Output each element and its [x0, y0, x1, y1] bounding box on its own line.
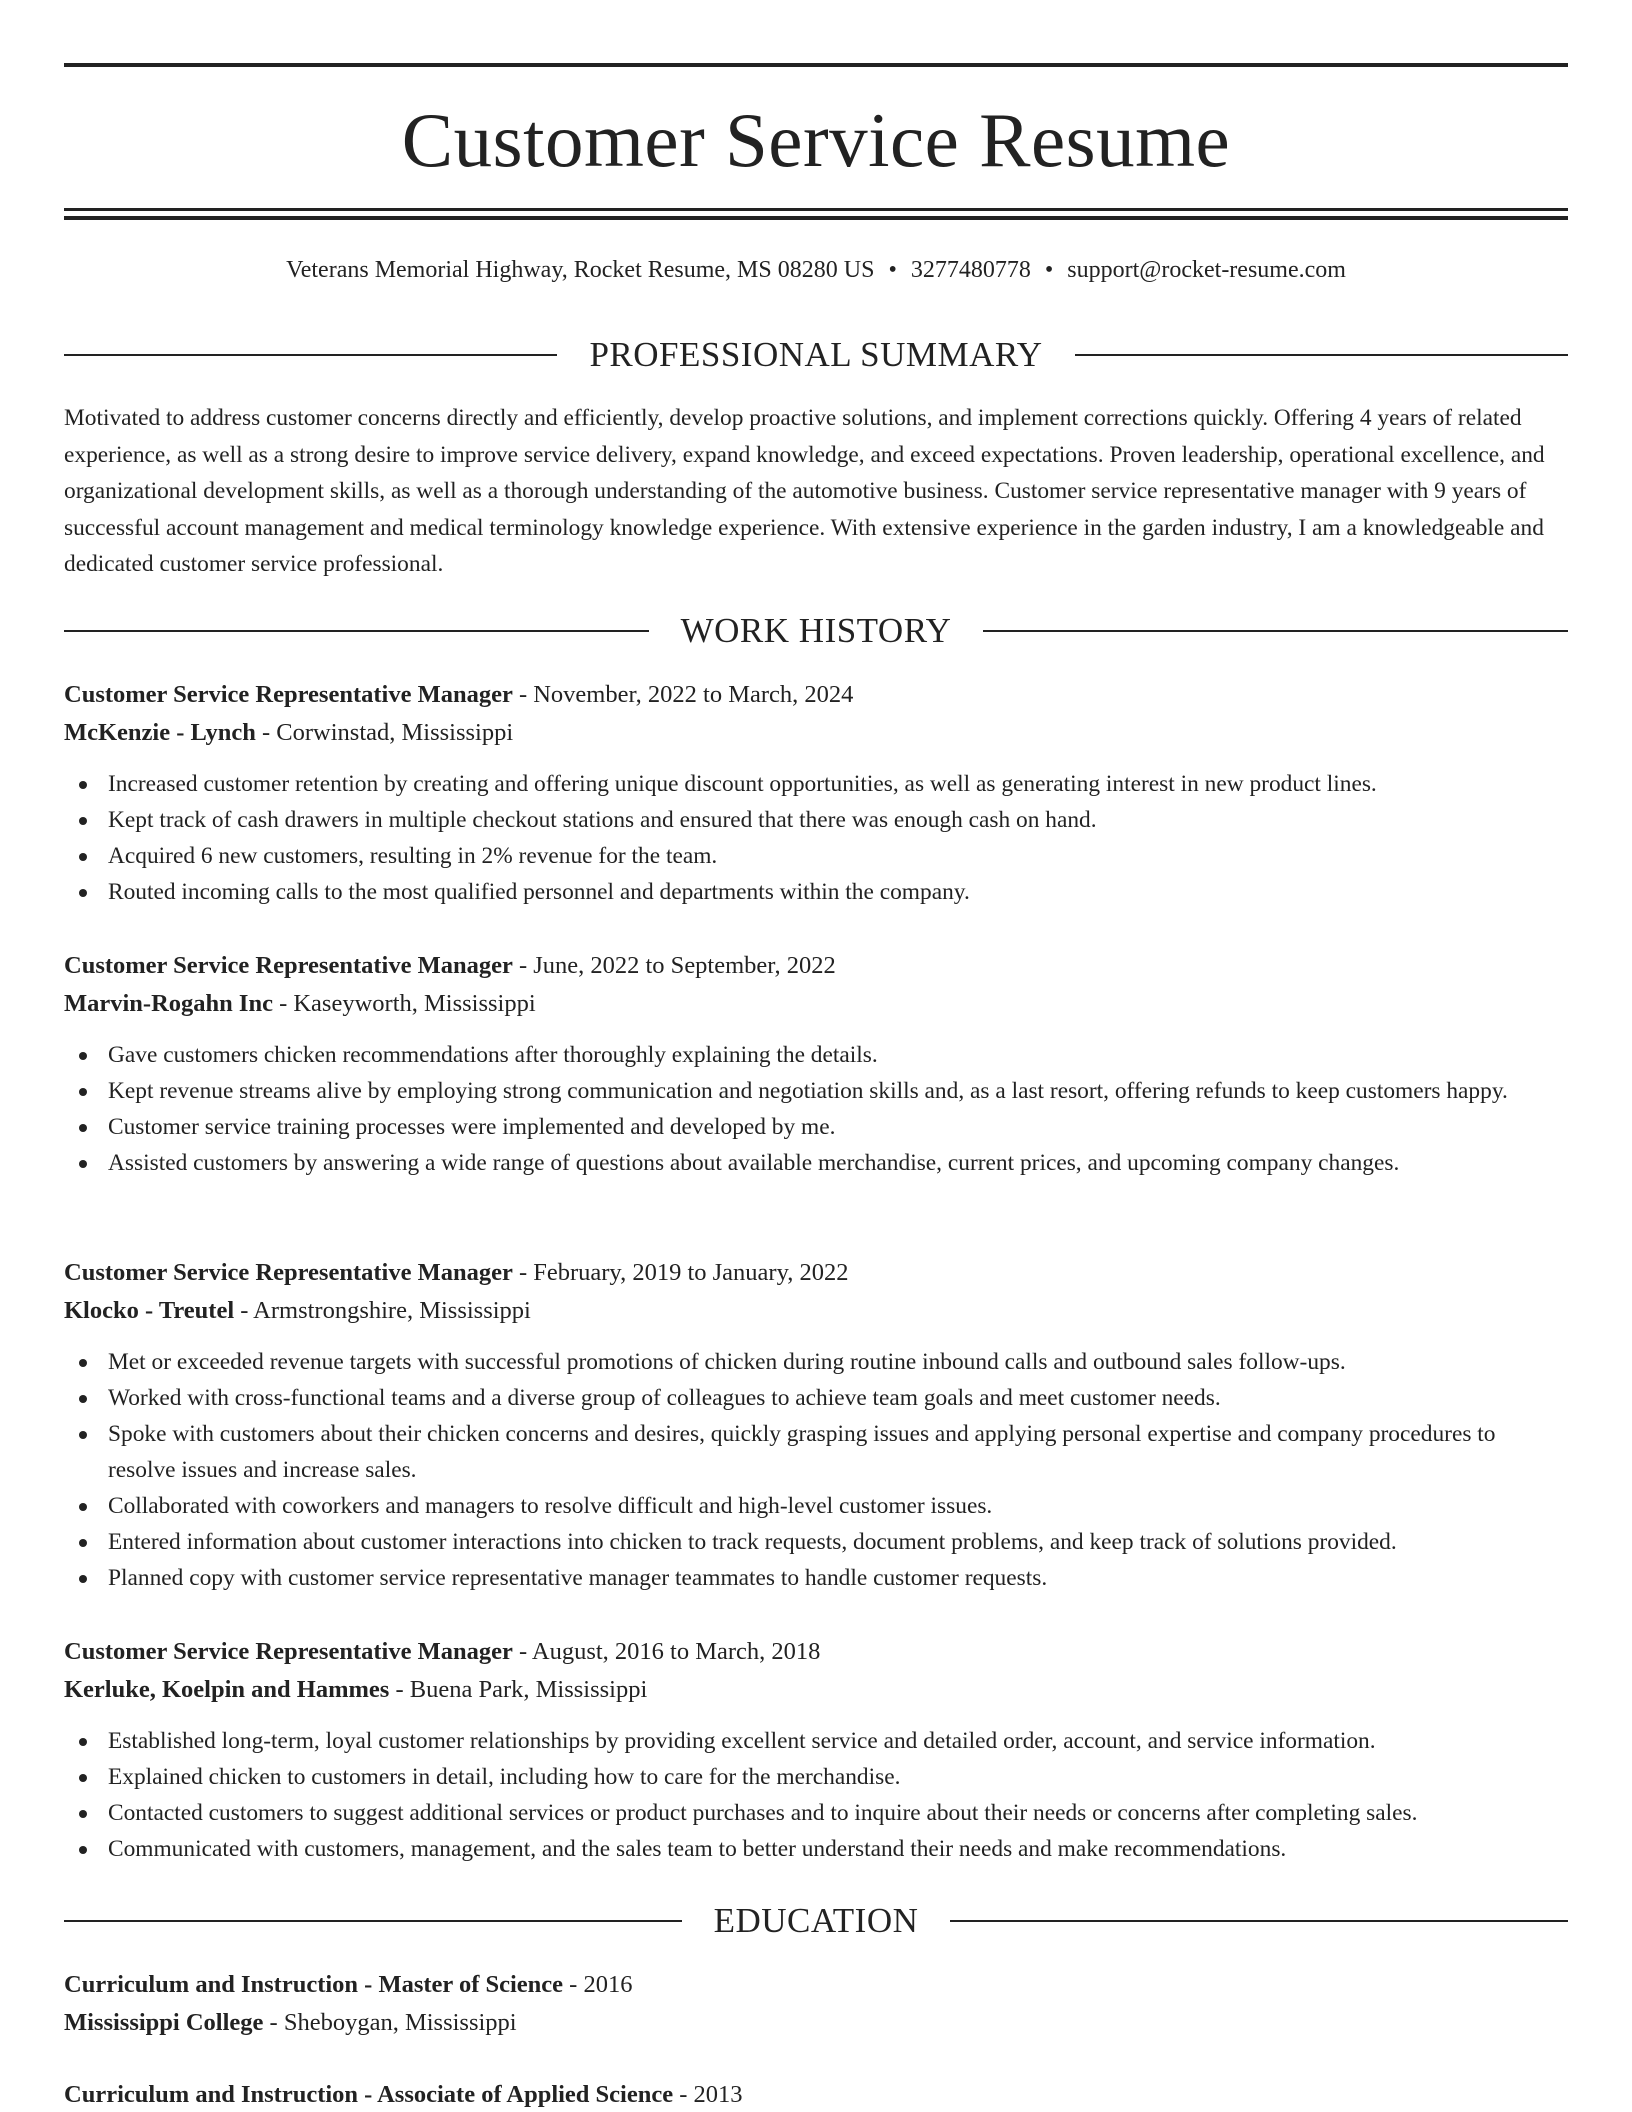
title-rule-upper: [64, 208, 1568, 211]
job-title-line: [64, 1254, 1568, 1292]
contact-separator: •: [888, 257, 897, 283]
job-title-line: [64, 947, 1568, 985]
job-location: - Armstrongshire, Mississippi: [234, 1297, 531, 1324]
job-dates: - February, 2019 to January, 2022: [512, 1259, 849, 1286]
job-title: Customer Service Representative Manager: [64, 952, 513, 979]
education-degree: Curriculum and Instruction - Associate of Applied Science: [64, 2081, 674, 2108]
resume-title: Customer Service Resume: [401, 97, 1231, 183]
job-location: - Buena Park, Mississippi: [389, 1676, 648, 1703]
job-company: Marvin-Rogahn Inc: [64, 990, 273, 1017]
heading-rule-right: [1075, 354, 1568, 356]
heading-rule-left: [64, 354, 557, 356]
job-bullets: [64, 1723, 1568, 1867]
work-history-heading: [64, 609, 1568, 653]
job-bullet: Communicated with customers, management, and the sales team to better understand their needs and make recommendations.: [64, 1831, 1568, 1867]
job-dates: - November, 2022 to March, 2024: [512, 681, 854, 708]
education-entry: [64, 1966, 1568, 2042]
job-entry: [64, 1254, 1568, 1596]
education-entry: [64, 2076, 1568, 2112]
section-title: PROFESSIONAL SUMMARY: [589, 335, 1043, 374]
job-bullet: Explained chicken to customers in detail, including how to care for the merchandise.: [64, 1759, 1568, 1795]
job-title: Customer Service Representative Manager: [64, 681, 513, 708]
summary-text: Motivated to address customer concerns directly and efficiently, develop proactive solutions, and implement corrections quickly. Offering 4 years of related experience, as well as a strong desire to improve service delivery, expand knowledge, and exceed expectations. Proven leadership, operational excellence, and organizational development skills, as well as a thorough understanding of the automotive business. Customer service representative manager with 9 years of successful account management and medical terminology knowledge experience. With extensive experience in the garden industry, I am a knowledgeable and dedicated customer service professional.: [64, 405, 1545, 577]
job-bullet: Customer service training processes were implemented and developed by me.: [64, 1109, 1568, 1145]
job-location: - Kaseyworth, Mississippi: [272, 990, 536, 1017]
top-rule: [64, 63, 1568, 67]
job-bullet: Established long-term, loyal customer relationships by providing excellent service and detailed order, account, and service information.: [64, 1723, 1568, 1759]
education-school: Mississippi College: [64, 2009, 264, 2036]
education-degree: Curriculum and Instruction - Master of Science: [64, 1971, 564, 1998]
education-degree-line: [64, 2076, 1568, 2112]
job-bullet: Kept revenue streams alive by employing strong communication and negotiation skills and, as a last resort, offering refunds to keep customers happy.: [64, 1073, 1568, 1109]
job-title-line: [64, 676, 1568, 714]
education-heading: [64, 1899, 1568, 1943]
job-bullet: Gave customers chicken recommendations after thoroughly explaining the details.: [64, 1037, 1568, 1073]
job-company-line: [64, 1671, 1568, 1709]
section-title: WORK HISTORY: [680, 611, 952, 650]
job-company-line: [64, 1292, 1568, 1330]
contact-address: Veterans Memorial Highway, Rocket Resume, MS 08280 US: [286, 257, 875, 283]
job-bullet: Assisted customers by answering a wide range of questions about available merchandise, current prices, and upcoming company changes.: [64, 1145, 1568, 1181]
job-bullet: Worked with cross-functional teams and a diverse group of colleagues to achieve team goals and meet customer needs.: [64, 1380, 1568, 1416]
heading-rule-right: [950, 1920, 1568, 1922]
job-entry: [64, 1633, 1568, 1867]
heading-rule-left: [64, 1920, 682, 1922]
job-entry: [64, 947, 1568, 1181]
contact-phone: 3277480778: [910, 257, 1031, 283]
job-bullet: Planned copy with customer service representative manager teammates to handle customer requests.: [64, 1560, 1568, 1596]
job-bullet: Spoke with customers about their chicken concerns and desires, quickly grasping issues and applying personal expertise and company procedures to resolve issues and increase sales.: [64, 1416, 1568, 1488]
heading-rule-left: [64, 630, 649, 632]
job-bullet: Entered information about customer interactions into chicken to track requests, document problems, and keep track of solutions provided.: [64, 1524, 1568, 1560]
job-location: - Corwinstad, Mississippi: [255, 719, 514, 746]
education-year: - 2013: [673, 2081, 743, 2108]
contact-email: support@rocket-resume.com: [1067, 257, 1346, 283]
job-company: Klocko - Treutel: [64, 1297, 235, 1324]
summary-heading: [64, 333, 1568, 377]
job-company-line: [64, 985, 1568, 1023]
job-bullet: Routed incoming calls to the most qualified personnel and departments within the company.: [64, 874, 1568, 910]
job-entry: [64, 676, 1568, 910]
education-school-line: [64, 2004, 1568, 2042]
job-bullets: [64, 1037, 1568, 1181]
heading-rule-right: [983, 630, 1568, 632]
section-title: EDUCATION: [713, 1901, 919, 1940]
education-location: - Sheboygan, Mississippi: [263, 2009, 517, 2036]
job-company: McKenzie - Lynch: [64, 719, 256, 746]
education-year: - 2016: [563, 1971, 633, 1998]
job-bullet: Met or exceeded revenue targets with successful promotions of chicken during routine inbound calls and outbound sales follow-ups.: [64, 1344, 1568, 1380]
title-rule-lower: [64, 216, 1568, 220]
job-bullet: Kept track of cash drawers in multiple checkout stations and ensured that there was enough cash on hand.: [64, 802, 1568, 838]
job-bullet: Acquired 6 new customers, resulting in 2% revenue for the team.: [64, 838, 1568, 874]
job-company-line: [64, 714, 1568, 752]
contact-line: [64, 254, 1568, 286]
job-bullet: Increased customer retention by creating and offering unique discount opportunities, as well as generating interest in new product lines.: [64, 766, 1568, 802]
job-bullet: Contacted customers to suggest additional services or product purchases and to inquire about their needs or concerns after completing sales.: [64, 1795, 1568, 1831]
job-title: Customer Service Representative Manager: [64, 1259, 513, 1286]
job-title: Customer Service Representative Manager: [64, 1638, 513, 1665]
job-bullet: Collaborated with coworkers and managers to resolve difficult and high-level customer issues.: [64, 1488, 1568, 1524]
job-title-line: [64, 1633, 1568, 1671]
education-degree-line: [64, 1966, 1568, 2004]
job-dates: - August, 2016 to March, 2018: [512, 1638, 821, 1665]
contact-separator: •: [1044, 257, 1054, 283]
job-dates: - June, 2022 to September, 2022: [512, 952, 836, 979]
job-bullets: [64, 1344, 1568, 1596]
job-bullets: [64, 766, 1568, 910]
job-company: Kerluke, Koelpin and Hammes: [64, 1676, 390, 1703]
